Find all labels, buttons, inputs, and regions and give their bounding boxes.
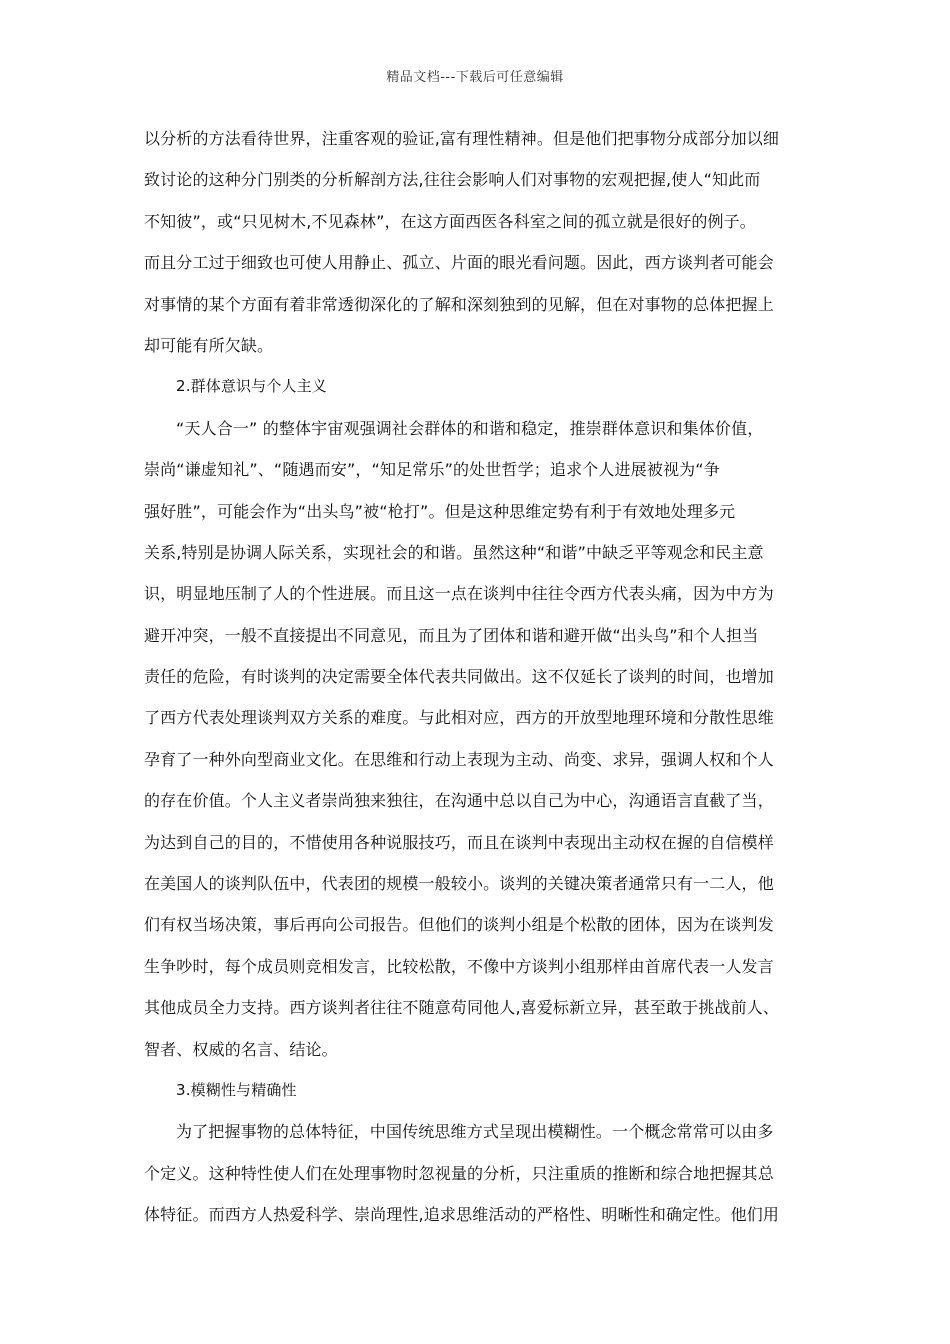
page-header: 精品文档---下载后可任意编辑 xyxy=(386,70,564,85)
text-line: 智者、权威的名言、结论。 xyxy=(144,1039,338,1059)
text-line: 为了把握事物的总体特征，中国传统思维方式呈现出模糊性。一个概念常常可以由多 xyxy=(176,1122,774,1142)
text-line: 孕育了一种外向型商业文化。在思维和行动上表现为主动、尚变、求异，强调人权和个人 xyxy=(144,749,774,769)
text-line: “天人合一” 的整体宇宙观强调社会群体的和谐和稳定，推崇群体意识和集体价值， xyxy=(176,418,764,438)
text-line: 而且分工过于细致也可使人用静止、孤立、片面的眼光看问题。因此，西方谈判者可能会 xyxy=(144,253,774,273)
text-line: 避开冲突，一般不直接提出不同意见，而且为了团体和谐和避开做“出头鸟”和个人担当 xyxy=(144,625,759,645)
text-line: 了西方代表处理谈判双方关系的难度。与此相对应，西方的开放型地理环境和分散性思维 xyxy=(144,708,774,728)
text-line: 不知彼”，或“只见树木,不见森林”，在这方面西医各科室之间的孤立就是很好的例子。 xyxy=(144,211,756,231)
text-line: 却可能有所欠缺。 xyxy=(144,335,274,355)
text-line: 为达到自己的目的，不惜使用各种说服技巧，而且在谈判中表现出主动权在握的自信模样 xyxy=(144,832,774,852)
text-line: 强好胜”，可能会作为“出头鸟”被“枪打”。但是这种思维定势有利于有效地处理多元 xyxy=(144,501,736,521)
text-line: 致讨论的这种分门别类的分析解剖方法,往往会影响人们对事物的宏观把握,使人“知此而 xyxy=(144,170,761,190)
section-heading: 2.群体意识与个人主义 xyxy=(176,377,327,396)
text-line: 以分析的方法看待世界，注重客观的验证,富有理性精神。但是他们把事物分成部分加以细 xyxy=(144,129,780,148)
text-line: 们有权当场决策，事后再向公司报告。但他们的谈判小组是个松散的团体，因为在谈判发 xyxy=(144,915,774,935)
text-line: 个定义。这种特性使人们在处理事物时忽视量的分析，只注重质的推断和综合地把握其总 xyxy=(144,1163,774,1183)
text-line: 体特征。而西方人热爱科学、崇尚理性,追求思维活动的严格性、明晰性和确定性。他们用 xyxy=(144,1205,780,1225)
section-heading: 3.模糊性与精确性 xyxy=(176,1080,297,1099)
text-line: 对事情的某个方面有着非常透彻深化的了解和深刻独到的见解，但在对事物的总体把握上 xyxy=(144,294,774,314)
body-text xyxy=(144,118,809,1236)
text-line: 关系,特别是协调人际关系，实现社会的和谐。虽然这种“和谐”中缺乏平等观念和民主意 xyxy=(144,542,764,562)
text-line: 责任的危险，有时谈判的决定需要全体代表共同做出。这不仅延长了谈判的时间，也增加 xyxy=(144,667,774,687)
text-line: 其他成员全力支持。西方谈判者往往不随意苟同他人,喜爱标新立异，甚至敢于挑战前人、 xyxy=(144,998,780,1018)
text-line: 的存在价值。个人主义者崇尚独来独往，在沟通中总以自己为中心，沟通语言直截了当， xyxy=(144,791,774,811)
text-line: 在美国人的谈判队伍中，代表团的规模一般较小。谈判的关键决策者通常只有一二人，他 xyxy=(144,874,774,894)
text-line: 崇尚“谦虚知礼”、“随遇而安”，“知足常乐”的处世哲学；追求个人进展被视为“争 xyxy=(144,460,720,480)
text-line: 识，明显地压制了人的个性进展。而且这一点在谈判中往往令西方代表头痛，因为中方为 xyxy=(144,584,774,604)
text-line: 生争吵时，每个成员则竞相发言，比较松散，不像中方谈判小组那样由首席代表一人发言 xyxy=(144,956,774,976)
